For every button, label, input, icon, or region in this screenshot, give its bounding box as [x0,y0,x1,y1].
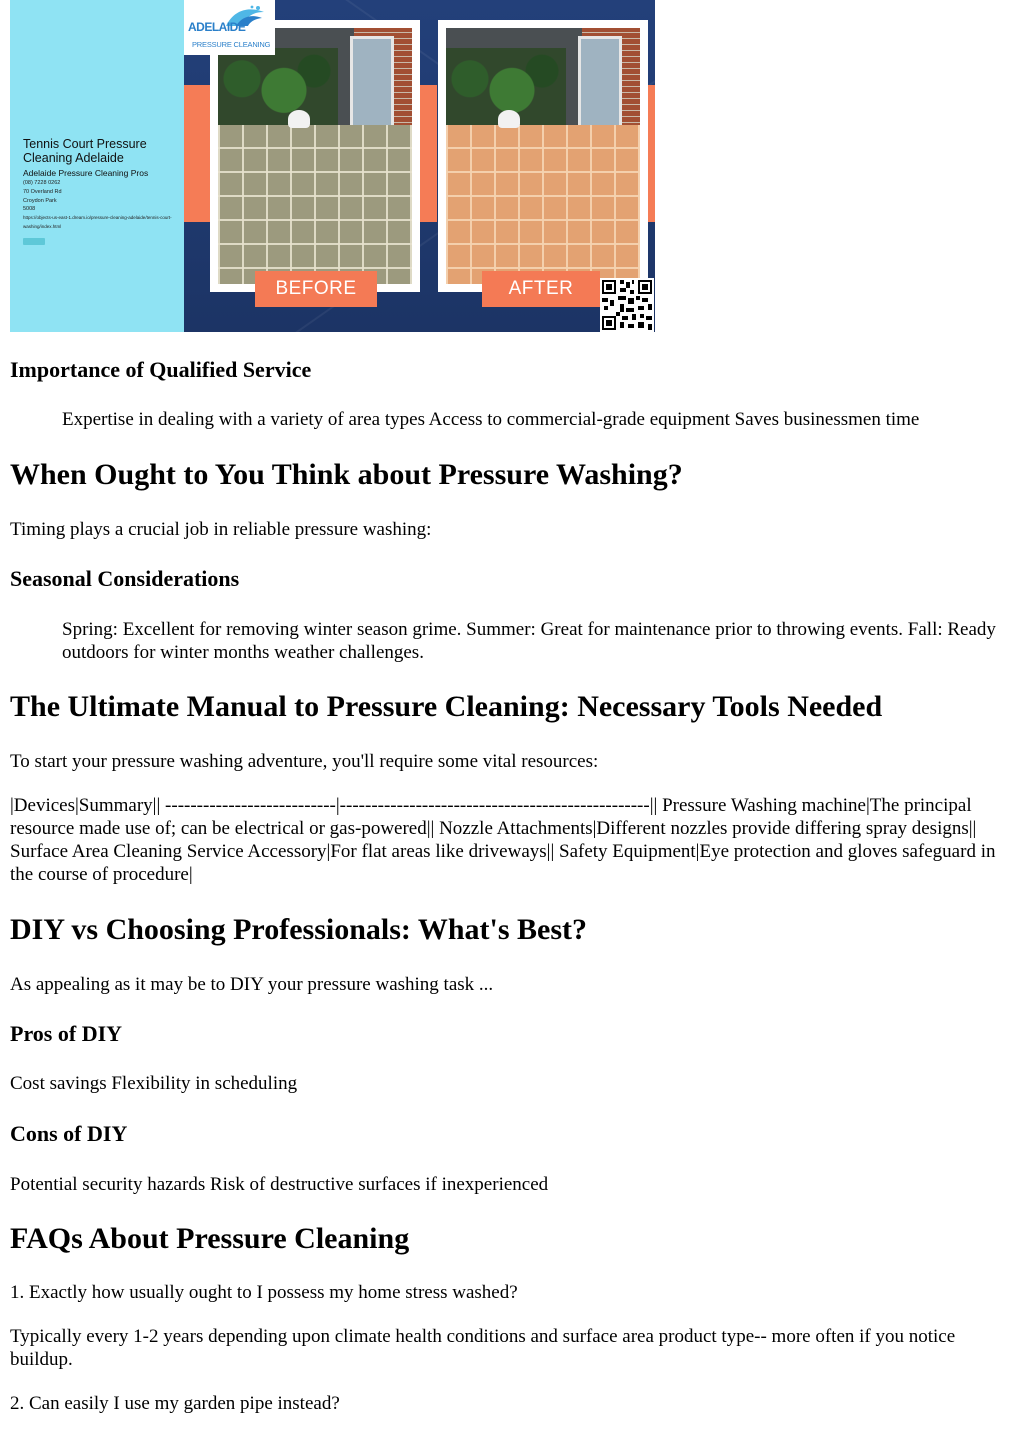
accent-stripe-left [184,85,210,222]
photo-clean-paving [446,125,640,284]
before-after-graphic [184,0,655,332]
banner-url-link[interactable]: https://objects-us-east-1.dream.io/pressure-cleaning-adelaide/tennis-court-washing/index.html [23,215,172,229]
heading-faqs: FAQs About Pressure Cleaning [10,1222,410,1255]
photo-garden-chair [498,110,520,128]
paragraph-seasonal: Spring: Excellent for removing winter season grime. Summer: Great for maintenance prior to throwing events. Fall: Ready outdoors for winter months weather challenges. [62,619,996,663]
paragraph-timing: Timing plays a crucial job in reliable pressure washing: [10,519,432,540]
paragraph-diy-intro: As appealing as it may be to DIY your pressure washing task ... [10,974,494,995]
logo-text-primary: ADELAIDE [188,20,246,34]
banner-business-card [10,0,184,332]
heading-cons-diy: Cons of DIY [10,1121,128,1146]
faq-answer-1: Typically every 1-2 years depending upon climate health conditions and surface area product type-- more often if you notice buildup. [10,1326,956,1370]
banner-phone: (08) 7228 0262 [23,180,61,186]
heading-diy-vs-pro: DIY vs Choosing Professionals: What's Best? [10,913,588,946]
heading-seasonal: Seasonal Considerations [10,566,240,591]
paragraph-tools-table: |Devices|Summary|| ---------------------------|-------------------------------------------------|| Pressure Washing machine|The principal resource made use of; can be electrical or gas-powered|| Nozzle Attachments|Different nozzles provide differing spray designs|| Surface Area Cleaning Service Accessory|For flat areas like driveways|| Safety Equipment|Eye protection and gloves safeguard in the course of procedure| [10,795,996,885]
paragraph-cons-diy: Potential security hazards Risk of destructive surfaces if inexperienced [10,1174,549,1195]
heading-ultimate-manual: The Ultimate Manual to Pressure Cleaning: Necessary Tools Needed [10,690,883,723]
after-label: AFTER [482,271,600,307]
banner-street: 70 Overland Rd [23,189,62,195]
heading-when-to-wash: When Ought to You Think about Pressure Washing? [10,458,683,491]
banner-company-name: Adelaide Pressure Cleaning Pros [23,168,149,178]
faq-question-1: 1. Exactly how usually ought to I possess my home stress washed? [10,1282,518,1303]
photo-garden-chair [288,110,310,128]
after-photo [446,28,640,284]
qr-code-icon[interactable] [600,278,654,332]
before-label: BEFORE [255,271,377,307]
banner-suburb: Croydon Park [23,198,57,204]
paragraph-pros-diy: Cost savings Flexibility in scheduling [10,1073,298,1094]
heading-qualified-service: Importance of Qualified Service [10,357,312,382]
logo-text-secondary: PRESSURE CLEANING [192,40,271,49]
banner-title: Tennis Court Pressure Cleaning Adelaide [23,137,147,165]
before-photo-frame [210,20,420,292]
after-photo-frame [438,20,648,292]
promo-banner [10,0,655,332]
before-photo [218,28,412,284]
paragraph-start: To start your pressure washing adventure, you'll require some vital resources: [10,751,599,772]
heading-pros-diy: Pros of DIY [10,1021,123,1046]
document-page [10,0,1014,1414]
paragraph-qualified-service: Expertise in dealing with a variety of area types Access to commercial-grade equipment Saves businessmen time [62,409,920,430]
photo-dirty-paving [218,125,412,284]
company-logo [184,0,275,55]
faq-question-2: 2. Can easily I use my garden pipe instead? [10,1393,340,1414]
photo-plants [218,48,338,125]
banner-tiny-button[interactable] [23,238,45,245]
banner-postcode: 5008 [23,206,36,212]
